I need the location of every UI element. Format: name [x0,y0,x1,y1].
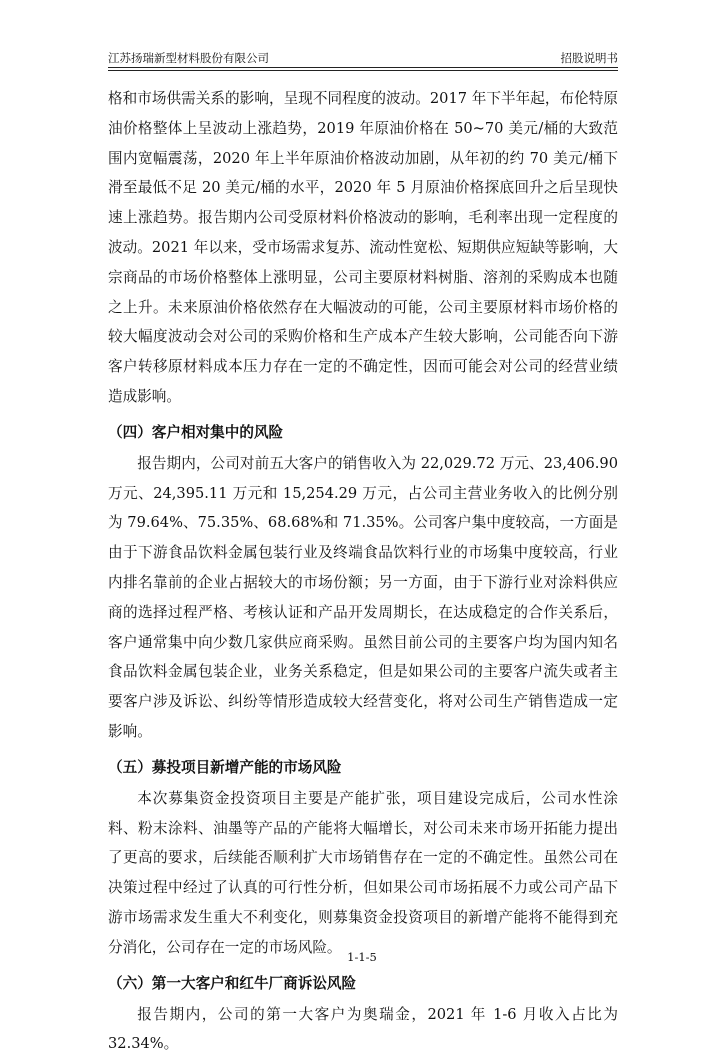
section-heading-customer-concentration: （四）客户相对集中的风险 [108,423,284,441]
paragraph-customer-concentration: 报告期内，公司对前五大客户的销售收入为 22,029.72 万元、23,406.90 万元、24,395.11 万元和 15,254.29 万元，占公司主营业务收入的比例分别为 79.64%、75.35%、68.68%和 71.35%。公司客户集中度较高，一方面是由于下游食品饮料金属包装行业及终端食品饮料行业的市场集中度较高，行业内排名靠前的企业占据较大的市场份额；另一方面，由于下游行业对涂料供应商的选择过程严格、考核认证和产品开发周期长，在达成稳定的合作关系后，客户通常集中向少数几家供应商采购。虽然目前公司的主要客户均为国内知名食品饮料金属包装企业，业务关系稳定，但是如果公司的主要客户流失或者主要客户涉及诉讼、纠纷等情形造成较大经营变化，将对公司生产销售造成一定影响。 [108,454,618,740]
page-header [108,46,618,68]
section-heading-capacity-market-risk: （五）募投项目新增产能的市场风险 [108,758,342,776]
paragraph-litigation-risk: 报告期内，公司的第一大客户为奥瑞金，2021 年 1-6 月收入占比为 32.34%。 [108,1005,618,1053]
section-heading-litigation-risk: （六）第一大客户和红牛厂商诉讼风险 [108,974,357,992]
paragraph-capacity-market-risk: 本次募集资金投资项目主要是产能扩张，项目建设完成后，公司水性涂料、粉末涂料、油墨等产品的产能将大幅增长，对公司未来市场开拓能力提出了更高的要求，后续能否顺利扩大市场销售存在一定的不确定性。虽然公司在决策过程中经过了认真的可行性分析，但如果公司市场拓展不力或公司产品下游市场需求发生重大不利变化，则募集资金投资项目的新增产能将不能得到充分消化，公司存在一定的市场风险。 [108,789,618,956]
document-body [108,84,618,1059]
header-rule-thin [108,70,618,71]
page-number: 1-1-5 [347,950,377,964]
header-document-title: 招股说明书 [560,51,618,65]
header-rule-thick [108,67,618,68]
paragraph-raw-material-price: 格和市场供需关系的影响，呈现不同程度的波动。2017 年下半年起，布伦特原油价格整体上呈波动上涨趋势，2019 年原油价格在 50~70 美元/桶的大致范围内宽幅震荡，2020 年上半年原油价格波动加剧，从年初的约 70 美元/桶下滑至最低不足 20 美元/桶的水平，2020 年 5 月原油价格探底回升之后呈现快速上涨趋势。报告期内公司受原材料价格波动的影响，毛利率出现一定程度的波动。2021 年以来，受市场需求复苏、流动性宽松、短期供应短缺等影响，大宗商品的市场价格整体上涨明显，公司主要原材料树脂、溶剂的采购成本也随之上升。未来原油价格依然存在大幅波动的可能，公司主要原材料市场价格的较大幅度波动会对公司的采购价格和生产成本产生较大影响，公司能否向下游客户转移原材料成本压力存在一定的不确定性，因而可能会对公司的经营业绩造成影响。 [108,90,618,405]
header-company-name: 江苏扬瑞新型材料股份有限公司 [108,51,269,65]
